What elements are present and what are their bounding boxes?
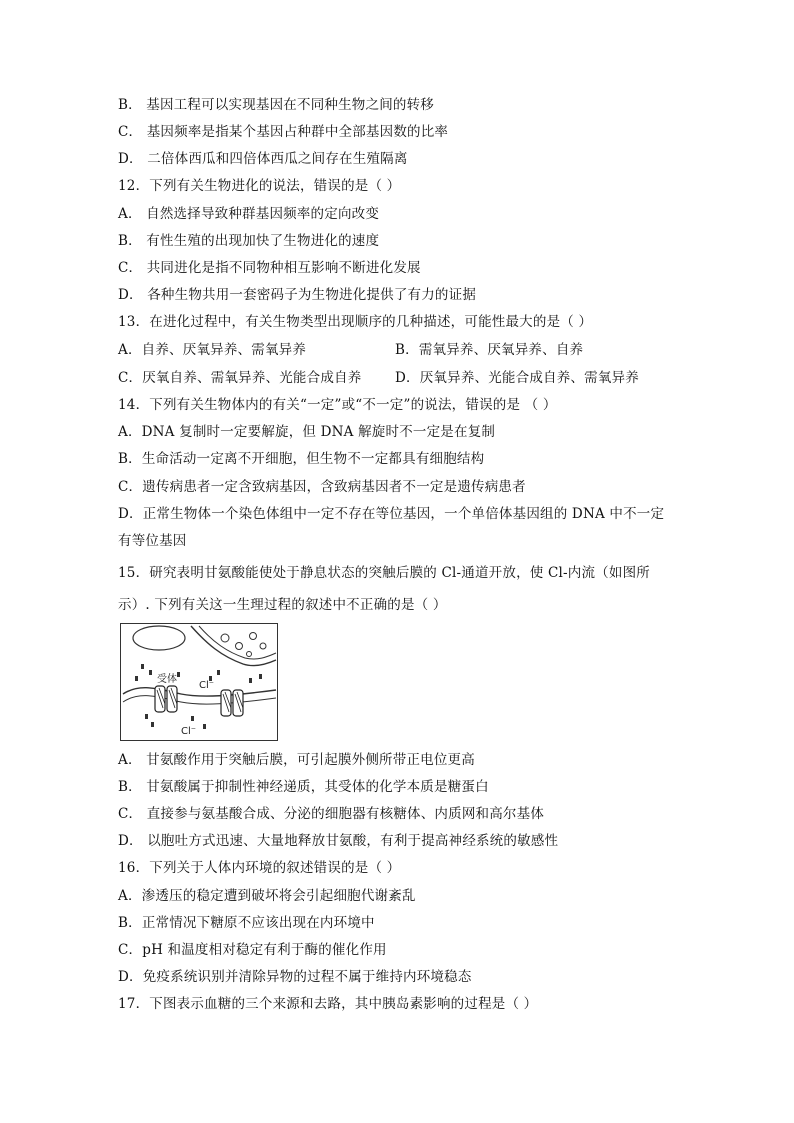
q13-option-c: C．厌氧自养、需氧异养、光能合成自养: [118, 370, 362, 386]
vesicle: [250, 633, 257, 640]
q13-option-a: A．自养、厌氧异养、需氧异养: [118, 342, 307, 358]
q15-option-a: A． 甘氨酸作用于突触后膜，可引起膜外侧所带正电位更高: [118, 752, 475, 768]
q12-option-d: D． 各种生物共用一套密码子为生物进化提供了有力的证据: [118, 287, 477, 303]
cl-label-2: Cl⁻: [181, 726, 197, 737]
q17-stem: 17．下图表示血糖的三个来源和去路，其中胰岛素影响的过程是（ ）: [118, 996, 538, 1012]
q16-option-a: A．渗透压的稳定遭到破坏将会引起细胞代谢紊乱: [118, 888, 416, 904]
postsynaptic-membrane-inner: [123, 696, 276, 704]
q15-stem: 15．研究表明甘氨酸能使处于静息状态的突触后膜的 Cl-通道开放，使 Cl-内流（如图所: [118, 565, 650, 581]
synapse-figure: [120, 623, 278, 741]
q11-option-b: B． 基因工程可以实现基因在不同种生物之间的转移: [118, 97, 435, 113]
q16-option-b: B．正常情况下糖原不应该出现在内环境中: [118, 915, 375, 931]
presynaptic-membrane: [191, 626, 276, 666]
q13-option-b: B．需氧异养、厌氧异养、自养: [395, 342, 584, 358]
q15-option-b: B． 甘氨酸属于抑制性神经递质，其受体的化学本质是糖蛋白: [118, 779, 489, 795]
q12-option-c: C． 共同进化是指不同物种相互影响不断进化发展: [118, 260, 421, 276]
q11-option-c: C． 基因频率是指某个基因占种群中全部基因数的比率: [118, 124, 449, 140]
vesicle: [260, 643, 266, 649]
q14-stem: 14．下列有关生物体内的有关“一定”或“不一定”的说法，错误的是 （ ）: [118, 397, 557, 413]
q15-stem-cont: 示）. 下列有关这一生理过程的叙述中不正确的是（ ）: [118, 597, 447, 613]
q13-options-row1: [118, 341, 306, 359]
receptor-label: 受体: [157, 674, 177, 685]
q14-option-b: B．生命活动一定离不开细胞，但生物不一定都具有细胞结构: [118, 451, 485, 467]
q13-option-d: D．厌氧异养、光能合成自养、需氧异养: [395, 370, 639, 386]
cell-outline: [133, 626, 185, 650]
vesicle: [247, 652, 252, 657]
q13-stem: 13．在进化过程中，有关生物类型出现顺序的几种描述，可能性最大的是（ ）: [118, 314, 593, 330]
q16-stem: 16．下列关于人体内环境的叙述错误的是（ ）: [118, 860, 401, 876]
vesicle: [236, 643, 243, 650]
q12-option-a: A． 自然选择导致种群基因频率的定向改变: [118, 206, 380, 222]
q12-option-b: B． 有性生殖的出现加快了生物进化的速度: [118, 233, 380, 249]
q16-option-c: C．pH 和温度相对稳定有利于酶的催化作用: [118, 942, 387, 958]
q16-option-d: D．免疫系统识别并清除异物的过程不属于维持内环境稳态: [118, 969, 472, 985]
synapse-diagram: [121, 624, 277, 740]
q14-option-a: A．DNA 复制时一定要解旋，但 DNA 解旋时不一定是在复制: [118, 424, 496, 440]
q14-option-c: C．遗传病患者一定含致病基因，含致病基因者不一定是遗传病患者: [118, 479, 526, 495]
q15-option-d: D． 以胞吐方式迅速、大量地释放甘氨酸，有利于提高神经系统的敏感性: [118, 833, 559, 849]
q15-option-c: C． 直接参与氨基酸合成、分泌的细胞器有核糖体、内质网和高尔基体: [118, 806, 545, 822]
q12-stem: 12．下列有关生物进化的说法，错误的是（ ）: [118, 178, 401, 194]
q11-option-d: D． 二倍体西瓜和四倍体西瓜之间存在生殖隔离: [118, 151, 408, 167]
vesicle: [221, 634, 229, 642]
cl-label-1: Cl⁻: [199, 680, 215, 691]
q14-option-d-cont: 有等位基因: [118, 533, 187, 549]
q14-option-d: D．正常生物体一个染色体组中一定不存在等位基因，一个单倍体基因组的 DNA 中不一定: [118, 506, 665, 522]
